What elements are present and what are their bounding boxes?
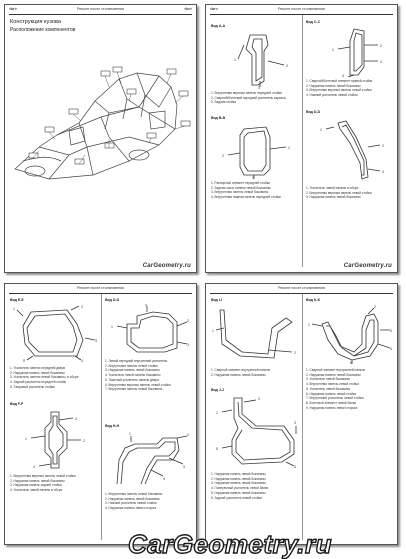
watermark-text: CarGeometry.ru [142,263,191,269]
legend-cc [306,79,372,98]
legend-item: 2. Наружная панель левой боковины [306,83,361,88]
legend-item: 5. Тяжелый усилитель панели двери [105,377,160,382]
page-header [9,286,192,293]
svg-text:1: 1 [308,323,310,327]
page-running-title: Ремонт после столкновения [278,286,325,290]
legend-item: 2. Наружная панель левой боковины [105,496,160,501]
page-header [210,286,393,293]
column-divider [302,294,303,540]
legend-item: 7. Внутренняя панель левой боковины [105,387,163,392]
legend-item: 3. Нижний усилитель левой стойки [105,501,157,506]
legend-item: 2. Внутренняя панель левой стойки [105,363,158,368]
legend-item: 2. Наружная панель левой боковины [306,372,361,377]
legend-item: 4. Внутренняя нижняя панель передней стойки [211,195,281,200]
manual-page-3 [4,283,197,545]
svg-text:4: 4 [342,74,344,77]
legend-item: 5. Тавровый усилитель стойки [10,384,55,389]
section-diagram-hh [107,430,193,488]
legend-dd [105,359,171,392]
svg-text:2: 2 [286,64,288,68]
section-diagram-dd [107,304,193,356]
page-running-title: Ремонт после столкновения [278,7,325,11]
manual-page-4 [205,283,398,545]
manual-page-2 [205,4,398,273]
page-running-title: Ремонт после столкновения [77,286,124,290]
legend-item: 3. Наружная панель левой боковины [105,368,160,373]
svg-text:1: 1 [332,48,334,52]
legend-item: 1. Сварной/болтовой элемент правой стойки [306,79,373,83]
svg-text:4: 4 [163,477,165,481]
svg-text:4: 4 [145,304,147,307]
legend-item: 6. Наружная панель левой стойки [306,391,357,396]
legend-item: 4. Наружная панель левого порога [105,506,157,511]
svg-text:3: 3 [187,343,189,347]
svg-text:4: 4 [294,465,296,468]
legend-item: 2. Сварной/болтовой передний усилитель каркаса [211,95,286,100]
header-rule [9,14,192,15]
page-heading: Конструкция кузова [10,19,61,25]
site-watermark: CarGeometry.ru [128,529,332,559]
view-label-jj: Вид J-J [211,388,224,392]
svg-text:5: 5 [350,361,352,364]
column-divider [101,294,102,540]
legend-item: 2. Наружная панель левой боковины [10,478,65,483]
svg-text:1: 1 [212,329,214,333]
section-diagram-kk [308,304,394,364]
section-diagram-ee [11,304,99,362]
legend-jj [211,472,268,500]
svg-text:2: 2 [374,305,376,309]
svg-text:3: 3 [183,465,185,469]
svg-text:2: 2 [222,154,224,158]
manual-page-1 [4,4,197,273]
legend-item: 2. Внутренняя верхняя панель левой стойки [306,190,372,195]
legend-item: 2. Наружная панель левой боковины [211,476,266,481]
legend-item: 4. Нижний усилитель левой стойки [306,93,358,98]
legend-ii [211,368,270,377]
legend-item: 9. Наружная панель левого порога [306,405,358,410]
page-running-title: Ремонт после столкновения [77,7,124,11]
svg-text:2: 2 [81,305,83,309]
legend-item: 1. Сварной элемент внутренней панели [211,368,271,372]
svg-text:5: 5 [23,359,25,362]
legend-item: 3. Усилитель левой боковины [306,377,350,382]
legend-item: 5. Наружная панель левой боковины [211,490,266,495]
legend-item: 3. Внутренняя панель левой боковины [211,190,269,195]
page-header [9,7,192,14]
section-diagram-aa [214,31,300,89]
body-frame-diagram [9,43,195,183]
svg-text:2: 2 [382,144,384,148]
svg-text:3: 3 [294,421,296,425]
svg-text:1: 1 [288,146,290,150]
legend-item: 6. Внутренняя верхняя панель левой стойки [105,382,171,387]
legend-aa [211,91,286,105]
legend-item: 3. Наружная панель задней стойки [10,483,62,488]
legend-item: 8. Болтовой элемент левой балки [306,400,357,405]
legend-item: 3. Внутренняя верхняя панель левой стойки [306,88,372,93]
view-label-ii: Вид I-I [211,298,222,302]
section-diagram-bb [214,123,300,179]
svg-text:5: 5 [216,447,218,451]
section-diagram-cc [308,27,394,77]
svg-text:4: 4 [390,347,392,351]
svg-text:3: 3 [75,417,77,421]
page-subheading: Расположение компонентов [10,27,76,33]
svg-text:3: 3 [380,60,382,64]
view-label-ee: Вид E-E [10,298,24,302]
legend-item: 4. Поперечный усилитель левой балки [211,486,269,491]
view-label-bb: Вид B-B [211,116,226,120]
legend-item: 3. Усилитель панели левой боковины, в сборе [10,375,79,380]
page-number-right: <br> [184,7,192,11]
svg-text:1: 1 [111,325,113,329]
legend-item: 4. Усилитель левой панели в сборе [10,488,63,493]
watermark-text: CarGeometry.ru [343,263,392,269]
legend-item: 1. Сварной элемент внутренней панели [306,368,366,372]
legend-item: 3. Наружная панель левой боковины [306,195,361,200]
legend-bb [211,181,281,200]
page-header [210,7,393,14]
svg-text:1: 1 [234,58,236,62]
svg-text:4: 4 [81,359,83,362]
legend-item: 1. Усилитель левой панели в сборе [306,186,359,190]
legend-ee [10,366,78,390]
svg-text:1: 1 [320,128,322,132]
legend-item: 1. Наружная панель левой боковины [211,472,266,476]
view-label-hh: Вид H-H [105,424,120,428]
legend-item: 2. Наружная панель левой боковины [211,372,266,377]
legend-item: 3. Задняя стойка [211,100,237,105]
legend-item: 4. Внутренняя панель левой стойки [306,382,359,387]
svg-text:3: 3 [382,170,384,174]
view-label-aa: Вид A-A [211,24,226,28]
svg-text:3: 3 [390,329,392,333]
svg-text:1: 1 [25,437,27,441]
view-label-kk: Вид K-K [306,298,321,302]
view-label-cc: Вид C-C [306,20,321,24]
legend-item: 7. Внутренний усилитель левой стойки [306,396,364,401]
svg-text:2: 2 [294,351,296,355]
legend-item: 1. Усилитель панели передней двери [10,366,66,370]
view-label-ff: Вид F-F [10,402,24,406]
svg-text:1: 1 [13,307,15,311]
legend-item: 2. Наружная панель левой боковины [10,370,65,375]
svg-text:4: 4 [33,465,35,469]
section-diagram-ff [11,408,99,470]
legend-item: 4. Усилитель левой панели боковины [105,373,161,378]
legend-item: 1. Распорный элемент передней стойки [211,181,270,185]
svg-text:2: 2 [83,439,85,443]
svg-text:2: 2 [380,44,382,48]
svg-text:3: 3 [252,176,254,179]
legend-item: 1. Внутренняя верхняя панель левой стойки [10,474,76,478]
svg-text:1: 1 [129,432,131,436]
legend-item: 1. Внутренняя панель левой боковины [105,492,163,496]
svg-text:2: 2 [187,433,189,437]
page-number: <br> [9,7,17,11]
section-diagram-jj [212,394,300,468]
legend-item: 2. Задняя часть панели левой боковины [211,185,271,190]
view-label-dd: Вид D-D [306,110,321,114]
legend-hh [105,492,162,511]
page-number-left: <br> [210,7,218,11]
section-diagram-dd [308,117,394,183]
svg-text:2: 2 [187,319,189,323]
section-diagram-ii [212,304,300,364]
legend-item: 6. Задний усилитель левой стойки [211,495,262,500]
svg-text:2: 2 [258,397,260,401]
legend-item: 4. Задний усилитель передней стойки [10,380,67,385]
svg-text:1: 1 [216,411,218,415]
view-label-dd: Вид D-D [105,298,120,302]
legend-dd [306,186,372,200]
column-divider [302,15,303,267]
legend-kk [306,368,365,410]
svg-text:3: 3 [95,339,97,343]
svg-text:3: 3 [258,86,260,89]
legend-item: 1. Внутренняя верхняя панель передней стойки [211,91,282,95]
legend-item: 1. Левый передний внутренний усилитель [105,359,168,363]
legend-item: 3. Наружная панель левой боковины [211,481,266,486]
legend-item: 5. Усилитель левой боковины [306,386,350,391]
legend-ff [10,474,76,493]
